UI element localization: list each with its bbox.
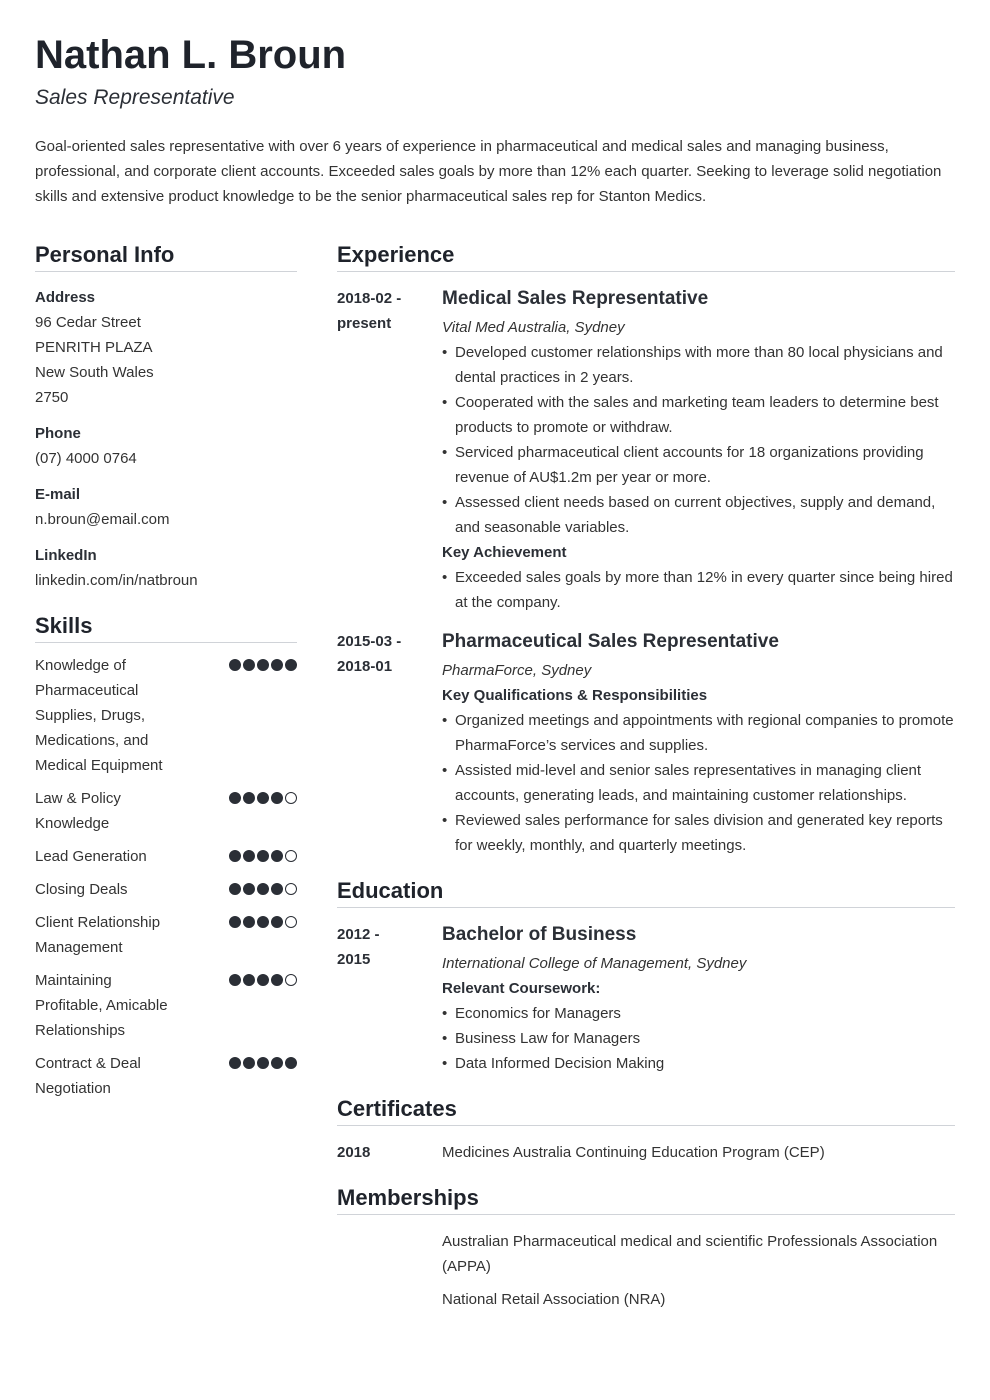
rating-dot-filled [271,850,283,862]
company-name: PharmaForce, Sydney [442,662,592,679]
date-start: 2012 - [337,926,380,943]
membership-list [442,1229,955,1320]
rating-dot-filled [243,916,255,928]
membership-entry [337,1229,955,1320]
phone-value: (07) 4000 0764 [35,450,137,467]
rating-dot-filled [243,883,255,895]
skill-item [35,844,297,869]
job-title: Pharmaceutical Sales Representative [442,631,779,652]
rating-dot-empty [285,850,297,862]
resume-header [35,30,955,209]
job-bullets [442,340,955,540]
rating-dot-filled [229,850,241,862]
membership-item: Australian Pharmaceutical medical and scientific Professionals Association (APPA) [442,1233,938,1275]
rating-dot-filled [243,1057,255,1069]
skills-list [35,653,297,1101]
rating-dot-filled [257,850,269,862]
skill-item [35,877,297,902]
skill-item [35,786,297,836]
skill-rating [229,910,297,928]
experience-date [337,629,442,858]
rating-dot-filled [271,974,283,986]
linkedin-value: linkedin.com/in/natbroun [35,572,198,589]
skill-rating [229,786,297,804]
skill-rating [229,968,297,986]
skill-name: Contract & Deal Negotiation [35,1055,141,1097]
rating-dot-empty [285,916,297,928]
skill-name: Maintaining Profitable, Amicable Relationships [35,972,168,1039]
certificates-heading: Certificates [337,1094,955,1126]
job-bullet: • Cooperated with the sales and marketing team leaders to determine best products to promote or withdraw. [442,390,955,440]
candidate-title: Sales Representative [35,86,235,109]
company-name: Vital Med Australia, Sydney [442,319,625,336]
profile-summary: Goal-oriented sales representative with over 6 years of experience in pharmaceutical and medical sales and managing business, professional, and corporate client accounts. Exceeded sales goals by more than 12% each quarter. Seeking to leverage solid negotiation skills and extensive product knowledge to be the senior pharmaceutical sales rep for Stanton Medics. [35,138,942,205]
date-start: 2018-02 - [337,290,402,307]
skill-name: Client Relationship Management [35,914,161,956]
rating-dot-filled [271,916,283,928]
rating-dot-filled [229,916,241,928]
address-label: Address [35,289,96,306]
rating-dot-empty [285,792,297,804]
experience-date [337,286,442,615]
coursework-list [442,1001,955,1076]
education-section [337,876,955,1076]
rating-dot-filled [243,792,255,804]
certificate-year: 2018 [337,1144,371,1161]
left-column [35,240,297,1109]
course-item: • Data Informed Decision Making [442,1051,955,1076]
rating-dot-filled [257,659,269,671]
experience-entry [337,629,955,858]
achievement-bullet: • Exceeded sales goals by more than 12% in every quarter since being hired at the company. [442,565,955,615]
rating-dot-empty [285,974,297,986]
education-date [337,922,442,1076]
certificates-section [337,1094,955,1165]
skill-name: Closing Deals [35,881,128,898]
certificate-name: Medicines Australia Continuing Education Program (CEP) [442,1144,825,1161]
rating-dot-filled [257,1057,269,1069]
skill-rating [229,653,297,671]
course-item: • Economics for Managers [442,1001,955,1026]
date-end: 2018-01 [337,658,393,675]
address-line: 2750 [35,389,69,406]
rating-dot-filled [271,1057,283,1069]
rating-dot-filled [285,1057,297,1069]
address-line: 96 Cedar Street [35,314,141,331]
address-line: New South Wales [35,364,154,381]
experience-body [442,629,955,858]
memberships-heading: Memberships [337,1183,955,1215]
experience-heading: Experience [337,240,955,272]
rating-dot-filled [229,792,241,804]
phone-label: Phone [35,425,81,442]
experience-body [442,286,955,615]
rating-dot-filled [271,883,283,895]
rating-dot-filled [257,916,269,928]
linkedin-block [35,543,297,593]
rating-dot-filled [243,850,255,862]
rating-dot-filled [243,974,255,986]
education-entry [337,922,955,1076]
rating-dot-filled [271,659,283,671]
education-heading: Education [337,876,955,908]
rating-dot-filled [229,659,241,671]
skill-item [35,1051,297,1101]
email-block [35,482,297,532]
personal-info-heading: Personal Info [35,240,297,272]
job-bullets [442,708,955,858]
job-bullet: • Serviced pharmaceutical client accounts for 18 organizations providing revenue of AU$1.2m per year or more. [442,440,955,490]
rating-dot-filled [271,792,283,804]
date-end: 2015 [337,951,371,968]
right-column [337,240,955,1320]
skill-item [35,653,297,778]
email-value: n.broun@email.com [35,511,170,528]
key-achievement-label: Key Achievement [442,544,567,561]
rating-dot-filled [243,659,255,671]
job-title: Medical Sales Representative [442,288,709,309]
rating-dot-filled [257,974,269,986]
coursework-label: Relevant Coursework: [442,980,601,997]
rating-dot-filled [257,883,269,895]
degree-title: Bachelor of Business [442,924,637,945]
email-label: E-mail [35,486,81,503]
date-end: present [337,315,392,332]
skills-heading: Skills [35,611,297,643]
job-bullet: • Assisted mid-level and senior sales representatives in managing client accounts, generating leads, and maintaining customer relationships. [442,758,955,808]
address-block [35,285,297,410]
job-bullet: • Developed customer relationships with more than 80 local physicians and dental practices in 2 years. [442,340,955,390]
course-item: • Business Law for Managers [442,1026,955,1051]
linkedin-label: LinkedIn [35,547,97,564]
skill-name: Knowledge of Pharmaceutical Supplies, Drugs, Medications, and Medical Equipment [35,657,163,774]
address-line: PENRITH PLAZA [35,339,153,356]
job-bullet: • Reviewed sales performance for sales division and generated key reports for weekly, monthly, and quarterly meetings. [442,808,955,858]
date-start: 2015-03 - [337,633,402,650]
skill-name: Lead Generation [35,848,147,865]
rating-dot-filled [229,883,241,895]
rating-dot-filled [257,792,269,804]
rating-dot-filled [229,1057,241,1069]
experience-entry [337,286,955,615]
phone-block [35,421,297,471]
certificate-entry [337,1140,955,1165]
rating-dot-filled [285,659,297,671]
skill-rating [229,844,297,862]
rating-dot-filled [229,974,241,986]
skill-name: Law & Policy Knowledge [35,790,121,832]
membership-item: National Retail Association (NRA) [442,1291,666,1308]
achievement-bullets [442,565,955,615]
skill-rating [229,877,297,895]
job-bullet: • Assessed client needs based on current objectives, supply and demand, and seasonable variables. [442,490,955,540]
qualifications-label: Key Qualifications & Responsibilities [442,687,708,704]
job-bullet: • Organized meetings and appointments with regional companies to promote PharmaForce’s services and supplies. [442,708,955,758]
candidate-name: Nathan L. Broun [35,33,347,77]
education-body [442,922,955,1076]
skill-item [35,910,297,960]
skill-rating [229,1051,297,1069]
skill-item [35,968,297,1043]
membership-date-spacer [337,1229,442,1320]
memberships-section [337,1183,955,1320]
school-name: International College of Management, Sydney [442,955,747,972]
rating-dot-empty [285,883,297,895]
